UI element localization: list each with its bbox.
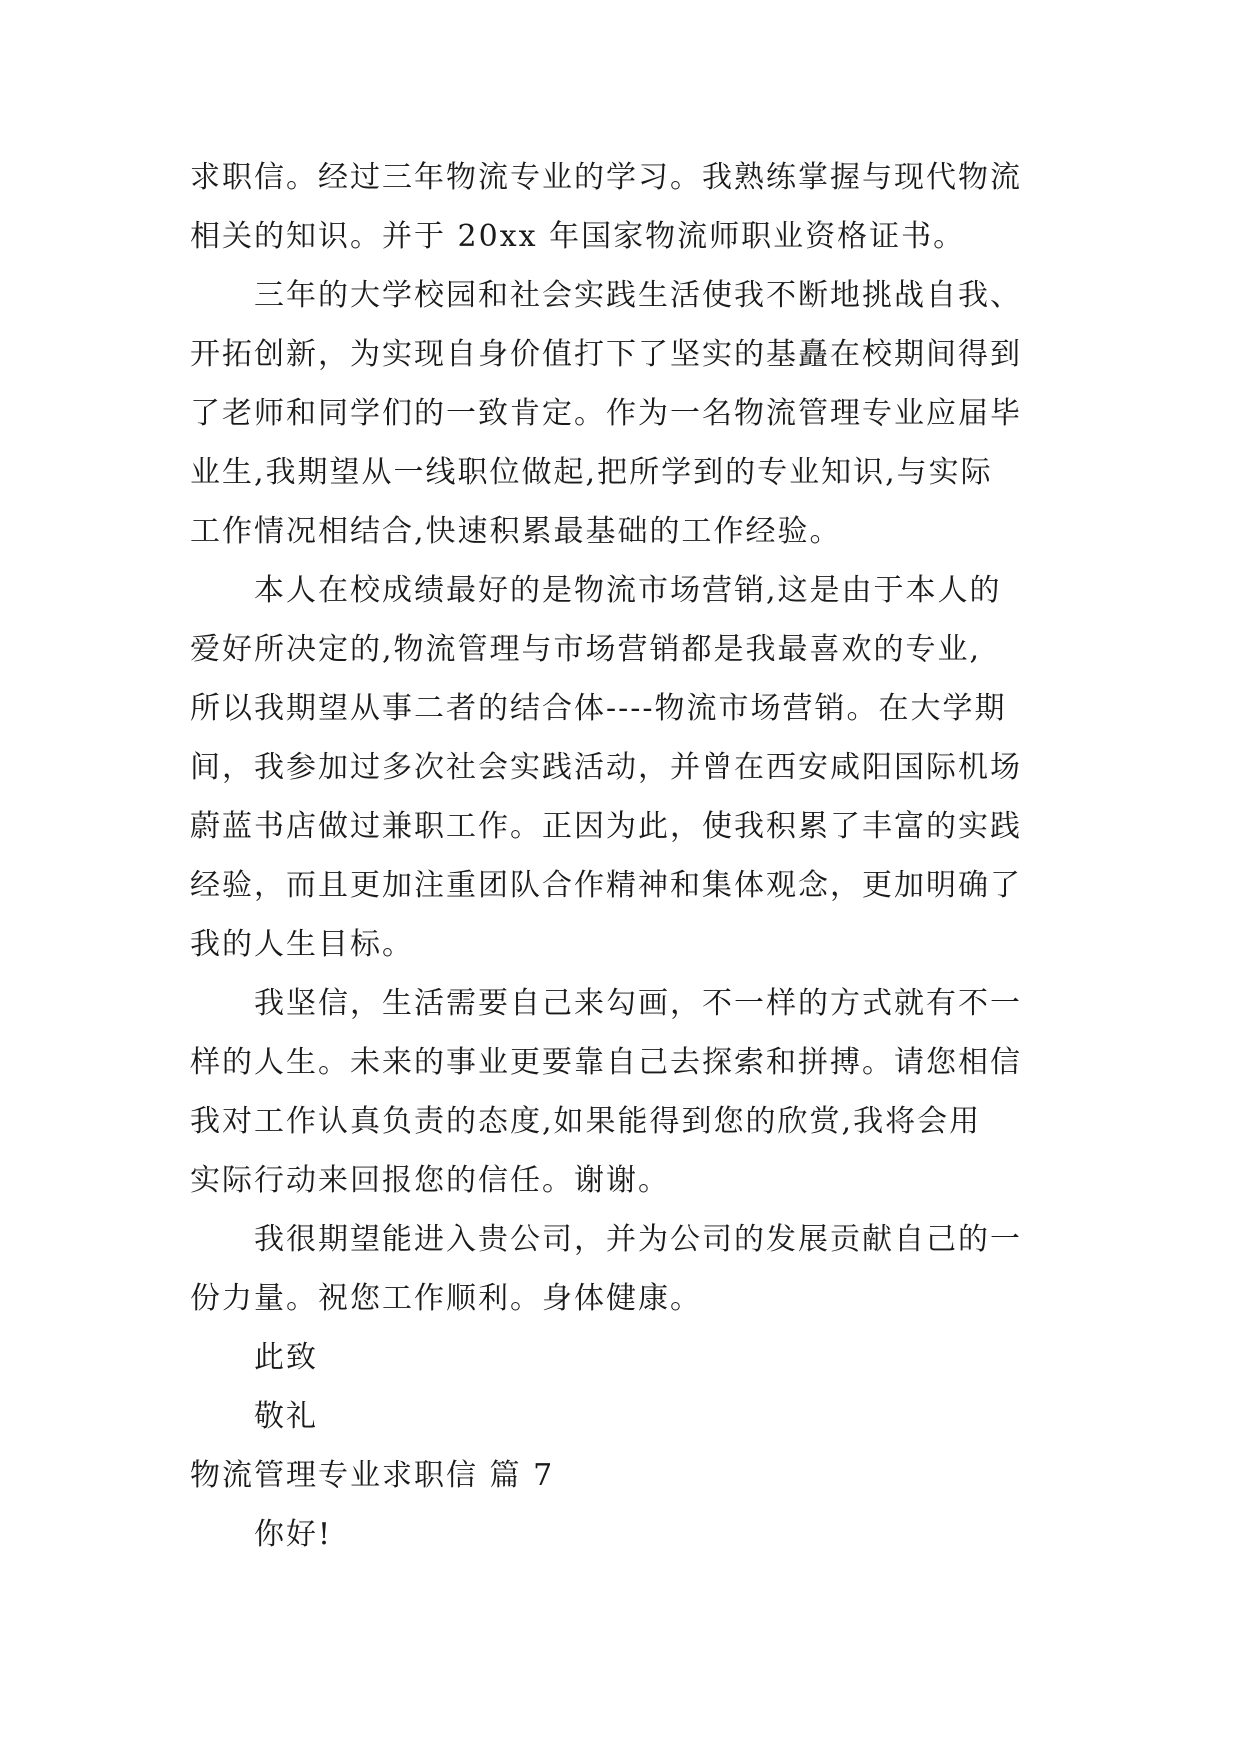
text-line: 我对工作认真负责的态度,如果能得到您的欣赏,我将会用 bbox=[190, 1104, 982, 1139]
text-line: 敬礼 bbox=[254, 1399, 318, 1434]
text-line: 我坚信，生活需要自己来勾画，不一样的方式就有不一 bbox=[254, 986, 1022, 1021]
text-line: 本人在校成绩最好的是物流市场营销,这是由于本人的 bbox=[254, 573, 1002, 608]
letter-body bbox=[190, 160, 1075, 1576]
text-line: 此致 bbox=[254, 1340, 318, 1375]
text-line: 业生,我期望从一线职位做起,把所学到的专业知识,与实际 bbox=[190, 455, 993, 490]
text-line: 所以我期望从事二者的结合体----物流市场营销。在大学期 bbox=[190, 691, 1007, 726]
text-line: 份力量。祝您工作顺利。身体健康。 bbox=[190, 1281, 702, 1316]
text-line: 经验，而且更加注重团队合作精神和集体观念，更加明确了 bbox=[190, 868, 1022, 903]
text-line: 我很期望能进入贵公司，并为公司的发展贡献自己的一 bbox=[254, 1222, 1022, 1257]
text-line: 爱好所决定的,物流管理与市场营销都是我最喜欢的专业, bbox=[190, 632, 982, 667]
text-line: 相关的知识。并于 20xx 年国家物流师职业资格证书。 bbox=[190, 219, 966, 254]
text-line: 样的人生。未来的事业更要靠自己去探索和拼搏。请您相信 bbox=[190, 1045, 1022, 1080]
text-line: 工作情况相结合,快速积累最基础的工作经验。 bbox=[190, 514, 842, 549]
text-line: 我的人生目标。 bbox=[190, 927, 414, 962]
text-line: 求职信。经过三年物流专业的学习。我熟练掌握与现代物流 bbox=[190, 160, 1022, 195]
text-line: 实际行动来回报您的信任。谢谢。 bbox=[190, 1163, 670, 1198]
text-line: 了老师和同学们的一致肯定。作为一名物流管理专业应届毕 bbox=[190, 396, 1022, 431]
text-line: 蔚蓝书店做过兼职工作。正因为此，使我积累了丰富的实践 bbox=[190, 809, 1022, 844]
text-line: 三年的大学校园和社会实践生活使我不断地挑战自我、 bbox=[254, 278, 1022, 313]
text-line: 你好! bbox=[254, 1517, 333, 1552]
text-line: 物流管理专业求职信 篇 7 bbox=[190, 1458, 555, 1493]
text-line: 开拓创新，为实现自身价值打下了坚实的基矗在校期间得到 bbox=[190, 337, 1022, 372]
text-line: 间，我参加过多次社会实践活动，并曾在西安咸阳国际机场 bbox=[190, 750, 1022, 785]
